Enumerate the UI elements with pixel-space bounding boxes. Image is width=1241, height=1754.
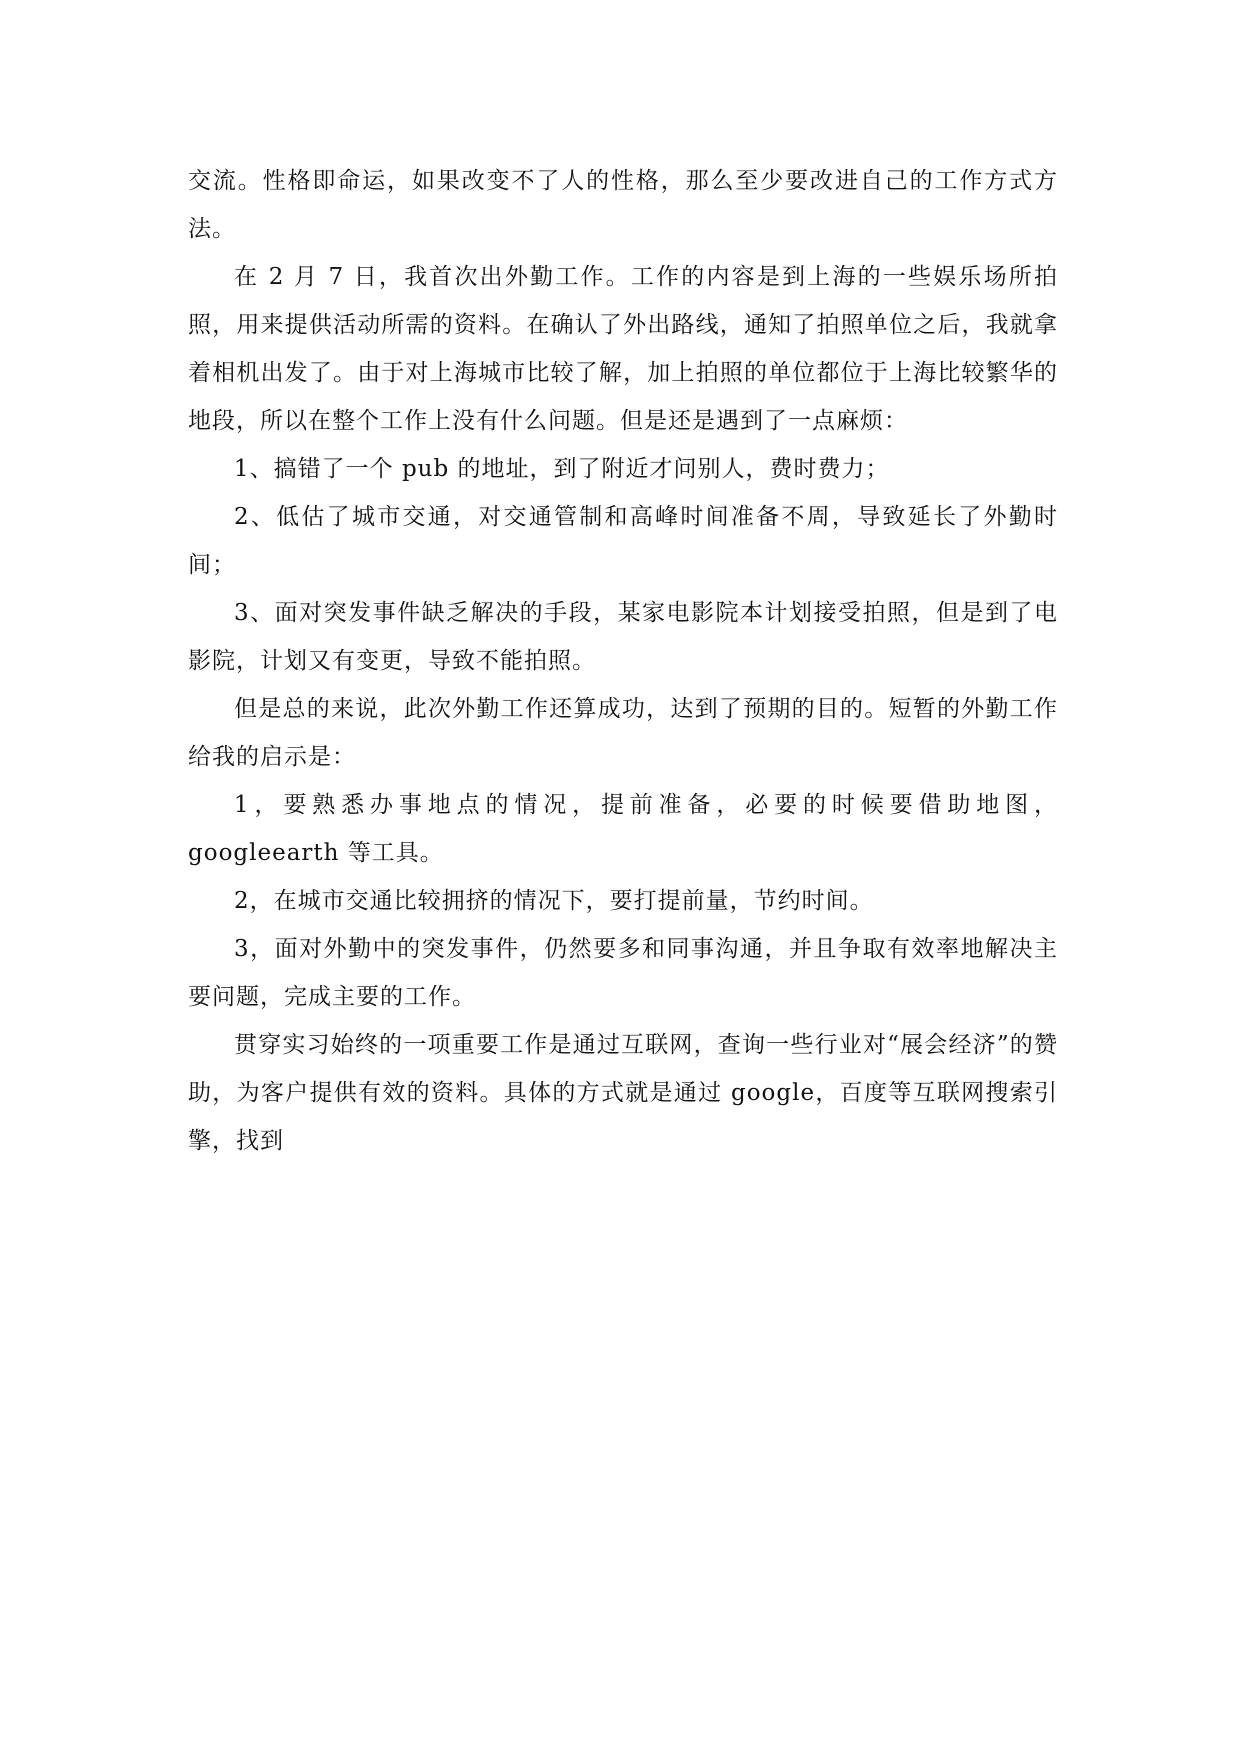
lesson-item-1: 1，要熟悉办事地点的情况，提前准备，必要的时候要借助地图，googleearth 等工具。	[188, 792, 1058, 866]
list-item-1: 1、搞错了一个 pub 的地址，到了附近才问别人，费时费力；	[234, 456, 890, 482]
paragraph-1: 交流。性格即命运，如果改变不了人的性格，那么至少要改进自己的工作方式方法。	[188, 168, 1058, 242]
paragraph-summary: 但是总的来说，此次外勤工作还算成功，达到了预期的目的。短暂的外勤工作给我的启示是：	[188, 696, 1058, 770]
list-item-2: 2、低估了城市交通，对交通管制和高峰时间准备不周，导致延长了外勤时间；	[188, 504, 1058, 578]
paragraph-internet-research: 贯穿实习始终的一项重要工作是通过互联网，查询一些行业对“展会经济”的赞助，为客户提供有效的资料。具体的方式就是通过 google，百度等互联网搜索引擎，找到	[188, 1032, 1058, 1154]
list-item-3: 3、面对突发事件缺乏解决的手段，某家电影院本计划接受拍照，但是到了电影院，计划又有变更，导致不能拍照。	[188, 600, 1058, 674]
document-body	[188, 157, 1058, 1165]
lesson-item-3: 3，面对外勤中的突发事件，仍然要多和同事沟通，并且争取有效率地解决主要问题，完成主要的工作。	[188, 936, 1058, 1010]
paragraph-2: 在 2 月 7 日，我首次出外勤工作。工作的内容是到上海的一些娱乐场所拍照，用来提供活动所需的资料。在确认了外出路线，通知了拍照单位之后，我就拿着相机出发了。由于对上海城市比较了解，加上拍照的单位都位于上海比较繁华的地段，所以在整个工作上没有什么问题。但是还是遇到了一点麻烦：	[188, 264, 1058, 434]
lesson-item-2: 2，在城市交通比较拥挤的情况下，要打提前量，节约时间。	[234, 888, 874, 914]
